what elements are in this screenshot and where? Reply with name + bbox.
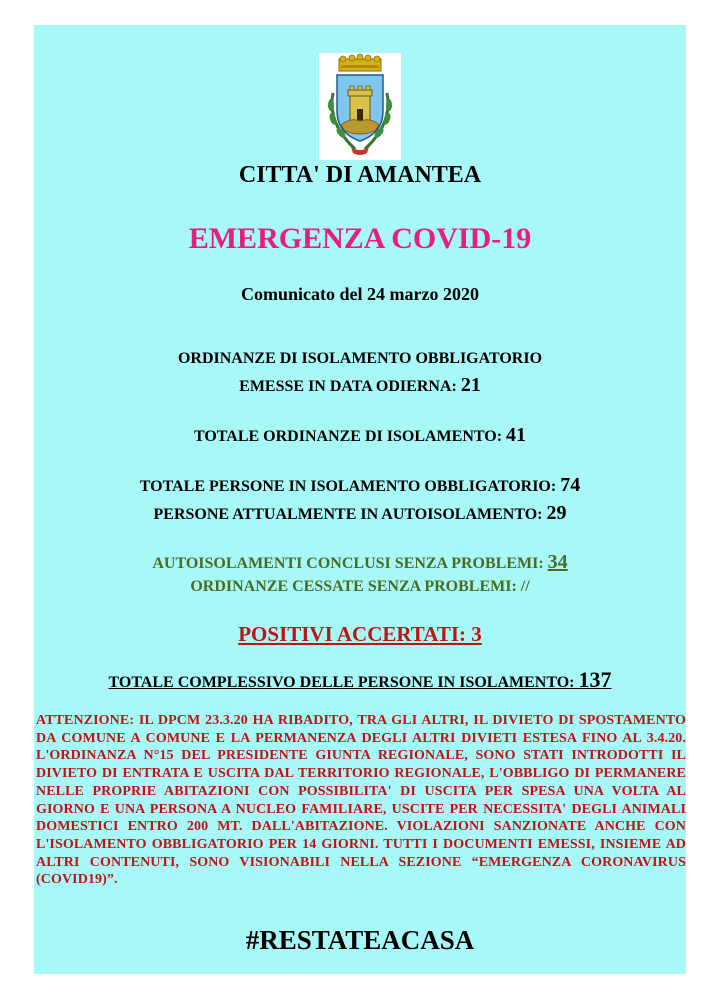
totale-persone-label: TOTALE PERSONE IN ISOLAMENTO OBBLIGATORIO: [139,478,557,495]
ordinanze-emesse-value: 21 [460,374,481,396]
totale-ordinanze-label: TOTALE ORDINANZE DI ISOLAMENTO: [193,428,503,445]
ordinanze-emesse-line1: ORDINANZE DI ISOLAMENTO OBBLIGATORIO [177,350,543,367]
totale-complessivo-label: TOTALE COMPLESSIVO DELLE PERSONE IN ISOLAMENTO: [108,674,575,691]
city-crest-icon [319,53,401,160]
hashtag: #RESTATEACASA [245,925,475,955]
autoisolamento-value: 29 [546,502,567,524]
autoisolamento [34,502,686,525]
totale-complessivo-value: 137 [578,667,612,692]
totale-persone [34,474,686,497]
totale-ordinanze-value: 41 [506,424,527,446]
autoisolamenti-conclusi [34,551,686,574]
ordinanze-emesse-label: EMESSE IN DATA ODIERNA: [239,378,457,395]
positivi-accertati: POSITIVI ACCERTATI: 3 [238,622,482,646]
ordinanze-cessate-label: ORDINANZE CESSATE SENZA PROBLEMI: [190,578,517,595]
attention-notice: ATTENZIONE: IL DPCM 23.3.20 HA RIBADITO, TRA GLI ALTRI, IL DIVIETO DI SPOSTAMENTO DA COMUNE A COMUNE E LA PERMANENZA DEGLI ALTRI DIVIETI ESTESA FINO AL 3.4.20. L'ORDINANZA N°15 DEL PRESIDENTE GIUNTA REGIONALE, SONO STATI INTRODOTTI IL DIVIETO DI ENTRATA E USCITA DAL TERRITORIO REGIONALE, L'OBBLIGO DI PERMANERE NELLE PROPRIE ABITAZIONI CON POSSIBILITA' DI USCITA PER SPESA UNA VOLTA AL GIORNO E UNA PERSONA A NUCLEO FAMILIARE, USCITE PER NECESSITA' DEGLI ANIMALI DOMESTICI ENTRO 200 MT. DALL'ABITAZIONE. VIOLAZIONI SANZIONATE ANCHE CON L'ISOLAMENTO OBBLIGATORIO PER 14 GIORNI. TUTTI I DOCUMENTI EMESSI, INSIEME AD ALTRI CONTENUTI, SONO VISIONABILI NELLA SEZIONE “EMERGENZA CORONAVIRUS (COVID19)”. [36,713,686,888]
totale-complessivo [34,667,686,693]
autoisolamenti-conclusi-value: 34 [547,551,568,573]
autoisolamenti-conclusi-label: AUTOISOLAMENTI CONCLUSI SENZA PROBLEMI: [152,555,544,572]
ordinanze-emesse-line2 [34,374,686,397]
communique-date: Comunicato del 24 marzo 2020 [241,284,479,304]
totale-ordinanze [34,424,686,447]
emergency-title: EMERGENZA COVID-19 [188,222,532,255]
totale-persone-value: 74 [560,474,581,496]
autoisolamento-label: PERSONE ATTUALMENTE IN AUTOISOLAMENTO: [153,506,543,523]
ordinanze-cessate [34,578,686,596]
city-name: CITTA' DI AMANTEA [238,162,482,188]
ordinanze-cessate-value: // [520,578,530,595]
